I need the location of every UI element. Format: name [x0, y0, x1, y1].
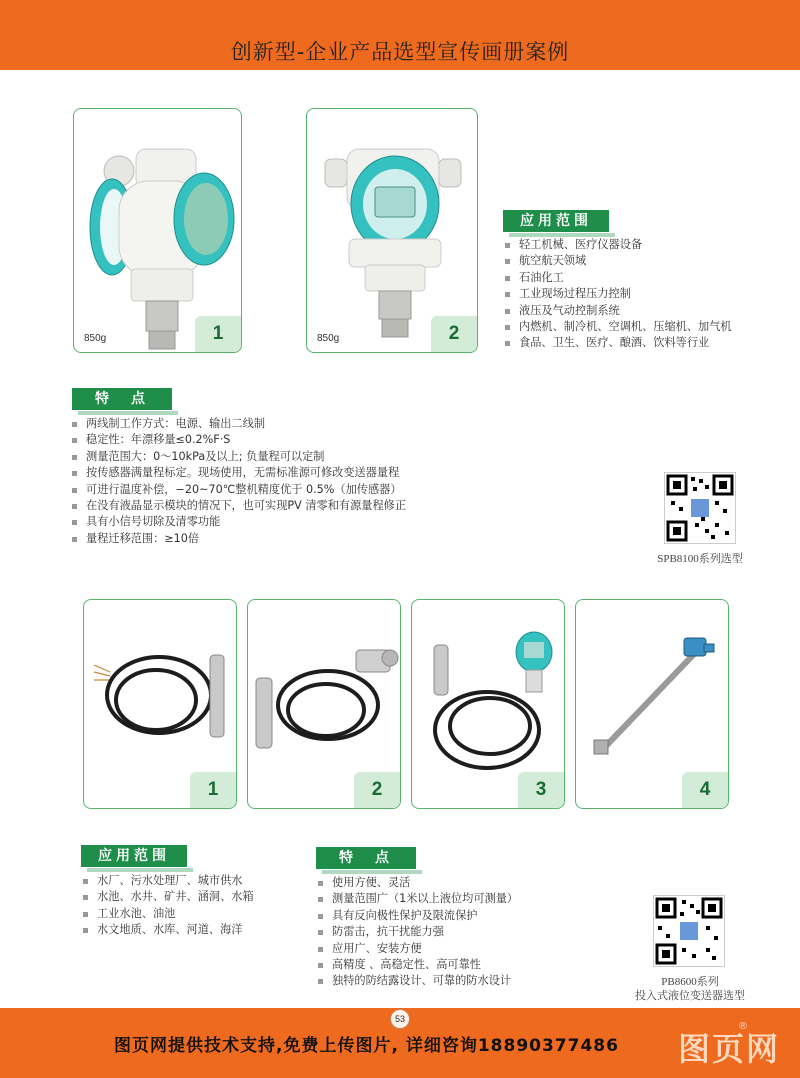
application-heading: 应用范围: [503, 210, 609, 232]
list-item: 测量范围大：0～10kPa及以上; 负量程可以定制: [72, 449, 406, 465]
list-item: 工业水池、油池: [83, 906, 254, 922]
qr-caption: SPB8100系列选型: [657, 553, 743, 565]
product-number-badge: 2: [431, 316, 477, 352]
list-item: 高精度 、高稳定性、高可靠性: [318, 957, 518, 973]
application-list: [83, 873, 254, 939]
list-item: 水厂、污水处理厂、城市供水: [83, 873, 254, 889]
application-list: [505, 237, 732, 352]
features-list: [72, 416, 406, 547]
features-heading: 特 点: [316, 847, 416, 869]
watermark-registered-mark: ®: [738, 1021, 748, 1032]
product-card-2: [247, 599, 401, 809]
qr-caption-line1: PB8600系列: [661, 976, 719, 988]
list-item: 轻工机械、医疗仪器设备: [505, 237, 732, 253]
list-item: 测量范围广（1米以上液位均可测量）: [318, 891, 518, 907]
list-item: 内燃机、制冷机、空调机、压缩机、加气机: [505, 319, 732, 335]
page-title: 创新型-企业产品选型宣传画册案例: [230, 40, 570, 64]
product-number-badge: 1: [190, 772, 236, 808]
application-heading: 应用范围: [81, 845, 187, 867]
list-item: 在没有液晶显示模块的情况下，也可实现PV 清零和有源量程修正: [72, 498, 406, 514]
list-item: 可进行温度补偿，−20~70℃整机精度优于 0.5%（加传感器）: [72, 482, 406, 498]
product-card-3: [411, 599, 565, 809]
product-weight: 850g: [84, 333, 107, 344]
list-item: 石油化工: [505, 270, 732, 286]
qr-code-icon: [653, 895, 725, 967]
list-item: 工业现场过程压力控制: [505, 286, 732, 302]
product-number-badge: 3: [518, 772, 564, 808]
qr-caption-line2: 投入式液位变送器选型: [635, 990, 745, 1002]
list-item: 独特的防结露设计、可靠的防水设计: [318, 973, 518, 989]
product-number-badge: 1: [195, 316, 241, 352]
footer-contact-text: 图页网提供技术支持,免费上传图片, 详细咨询18890377486: [114, 1036, 619, 1056]
list-item: 稳定性：年漂移量≤0.2%F·S: [72, 432, 406, 448]
product-card-1: [83, 599, 237, 809]
features-list: [318, 875, 518, 990]
list-item: 液压及气动控制系统: [505, 303, 732, 319]
list-item: 食品、卫生、医疗、酿酒、饮料等行业: [505, 335, 732, 351]
product-number-badge: 2: [354, 772, 400, 808]
qr-code-icon: [664, 472, 736, 544]
list-item: 应用广、安装方便: [318, 941, 518, 957]
list-item: 按传感器满量程标定。现场使用，无需标准源可修改变送器量程: [72, 465, 406, 481]
list-item: 航空航天领域: [505, 253, 732, 269]
list-item: 水池、水井、矿井、涵洞、水箱: [83, 889, 254, 905]
watermark-logo: 图页网: [678, 1030, 781, 1068]
list-item: 使用方便、灵活: [318, 875, 518, 891]
product-card-2: [306, 108, 478, 353]
list-item: 具有反向极性保护及限流保护: [318, 908, 518, 924]
page-number: 53: [390, 1009, 410, 1029]
product-card-4: [575, 599, 729, 809]
list-item: 水文地质、水库、河道、海洋: [83, 922, 254, 938]
list-item: 两线制工作方式：电源、输出二线制: [72, 416, 406, 432]
product-weight: 850g: [317, 333, 340, 344]
features-heading: 特 点: [72, 388, 172, 410]
list-item: 具有小信号切除及清零功能: [72, 514, 406, 530]
list-item: 防雷击，抗干扰能力强: [318, 924, 518, 940]
product-card-1: [73, 108, 242, 353]
product-number-badge: 4: [682, 772, 728, 808]
list-item: 量程迁移范围：≥10倍: [72, 531, 406, 547]
